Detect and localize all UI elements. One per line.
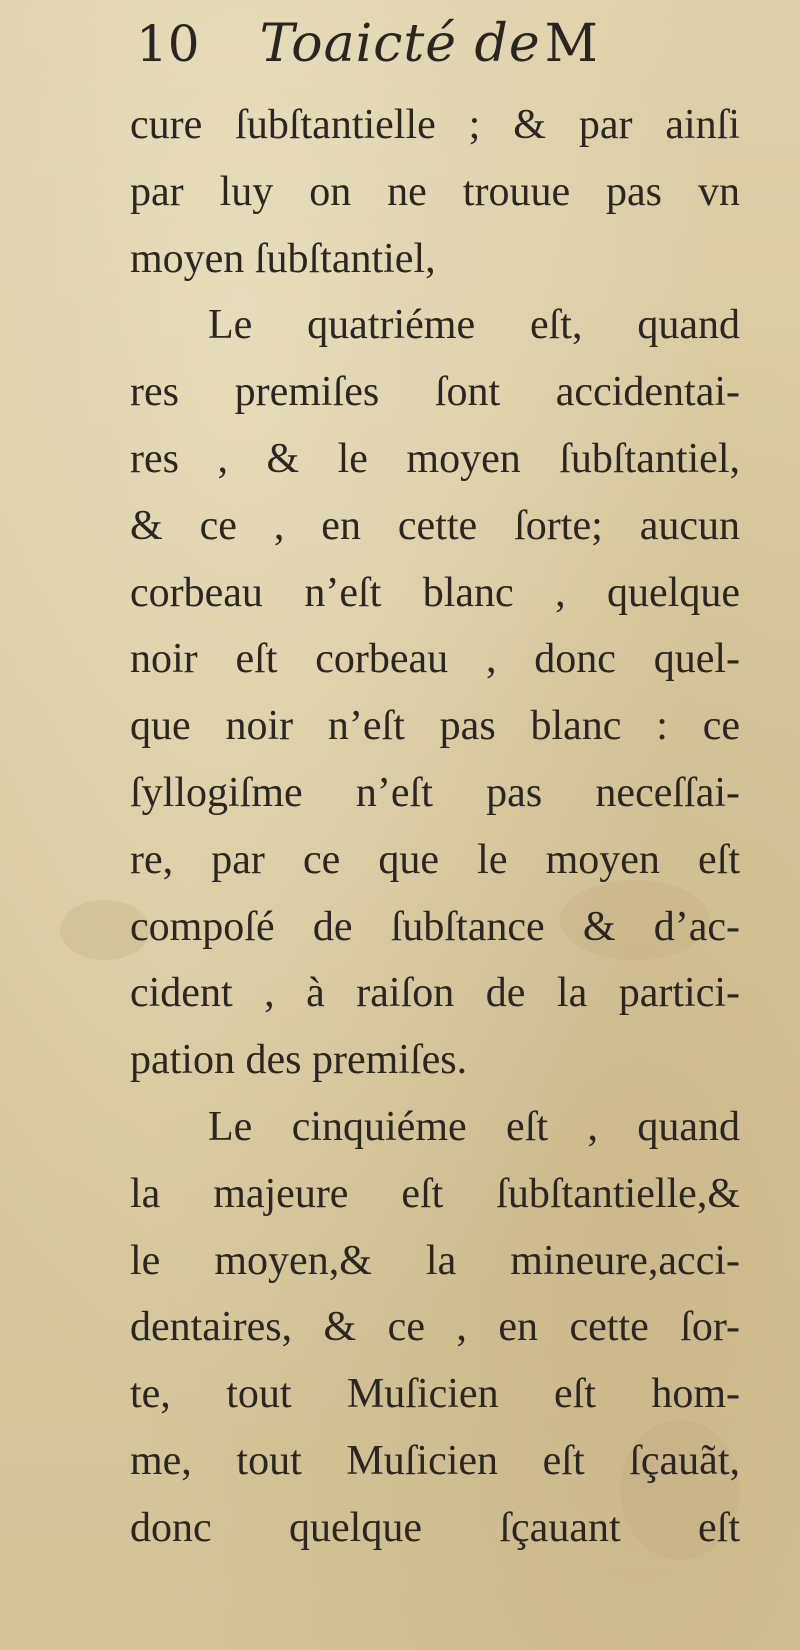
text-line: res premiſes ſont accidentai- bbox=[130, 369, 740, 416]
text-line: te, tout Muſicien eſt hom- bbox=[130, 1371, 740, 1418]
paragraph-start-line: Le cinquiéme eſt , quand bbox=[208, 1103, 740, 1150]
text-line: le moyen,& la mineure,acci- bbox=[130, 1237, 740, 1284]
text-line: cure ſubſtantielle ; & par ainſi bbox=[130, 102, 740, 148]
text-line: que noir n’eſt pas blanc : ce bbox=[130, 703, 740, 750]
running-head bbox=[136, 14, 598, 84]
text-line: compoſé de ſubſtance & d’ac- bbox=[130, 903, 740, 950]
text-line: me, tout Muſicien eſt ſçauãt, bbox=[130, 1437, 740, 1484]
page-number: 10 bbox=[136, 15, 200, 73]
text-line: noir eſt corbeau , donc quel- bbox=[130, 636, 740, 683]
text-line: par luy on ne trouue pas vn bbox=[130, 168, 740, 215]
text-line: la majeure eſt ſubſtantielle,& bbox=[130, 1170, 740, 1217]
running-title: Toaicté de bbox=[259, 14, 541, 74]
text-line: ſyllogiſme n’eſt pas neceſſai- bbox=[130, 769, 740, 816]
text-line: moyen ſubſtantiel, bbox=[130, 235, 436, 282]
text-line: dentaires, & ce , en cette ſor- bbox=[130, 1304, 740, 1351]
body-text bbox=[130, 92, 740, 1562]
text-line: res , & le moyen ſubſtantiel, bbox=[130, 435, 740, 482]
text-line: pation des premiſes. bbox=[130, 1037, 468, 1084]
text-line: donc quelque ſçauant eſt bbox=[130, 1504, 740, 1551]
text-line: corbeau n’eſt blanc , quelque bbox=[130, 569, 740, 616]
text-line: & ce , en cette ſorte; aucun bbox=[130, 502, 740, 549]
text-line: re, par ce que le moyen eſt bbox=[130, 836, 740, 883]
text-line: cident , à raiſon de la partici- bbox=[130, 970, 740, 1017]
running-title-end: M bbox=[544, 14, 598, 74]
paragraph-start-line: Le quatriéme eſt, quand bbox=[208, 302, 740, 349]
